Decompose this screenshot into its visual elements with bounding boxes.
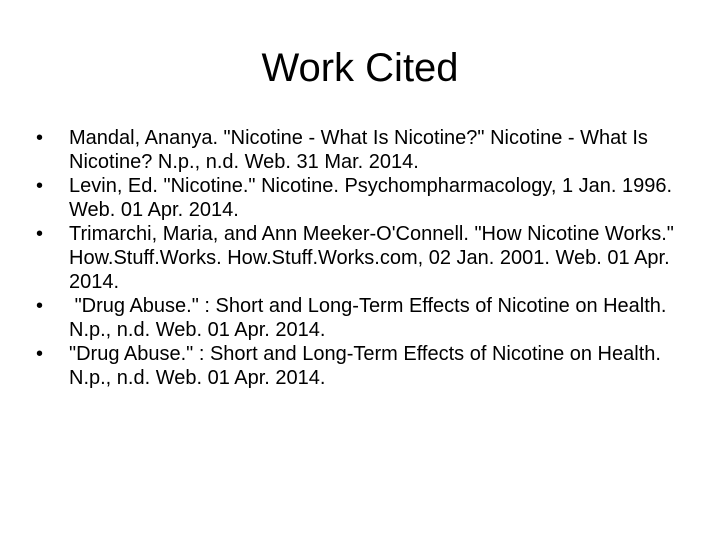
citation-item	[36, 174, 686, 222]
citation-item	[36, 222, 686, 294]
citation-text: "Drug Abuse." : Short and Long-Term Effects of Nicotine on Health. N.p., n.d. Web. 01 Apr. 2014.	[69, 295, 673, 341]
citation-list	[36, 126, 686, 390]
slide-title: Work Cited	[261, 46, 459, 90]
bullet-icon: •	[36, 295, 44, 317]
citation-item	[36, 126, 686, 174]
citation-item	[36, 294, 686, 342]
citation-text: "Drug Abuse." : Short and Long-Term Effects of Nicotine on Health. N.p., n.d. Web. 01 Apr. 2014.	[69, 343, 661, 389]
citation-text: Mandal, Ananya. "Nicotine - What Is Nicotine?" Nicotine - What Is Nicotine? N.p., n.d. Web. 31 Mar. 2014.	[69, 127, 648, 173]
citation-text: Levin, Ed. "Nicotine." Nicotine. Psychompharmacology, 1 Jan. 1996. Web. 01 Apr. 2014.	[69, 175, 673, 221]
bullet-icon: •	[36, 127, 44, 149]
citation-item	[36, 342, 686, 390]
bullet-icon: •	[36, 175, 44, 197]
bullet-icon: •	[36, 343, 44, 365]
bullet-icon: •	[36, 223, 44, 245]
citation-text: Trimarchi, Maria, and Ann Meeker-O'Connell. "How Nicotine Works." How.Stuff.Works. How.Stuff.Works.com, 02 Jan. 2001. Web. 01 Apr. 2014.	[69, 223, 674, 293]
